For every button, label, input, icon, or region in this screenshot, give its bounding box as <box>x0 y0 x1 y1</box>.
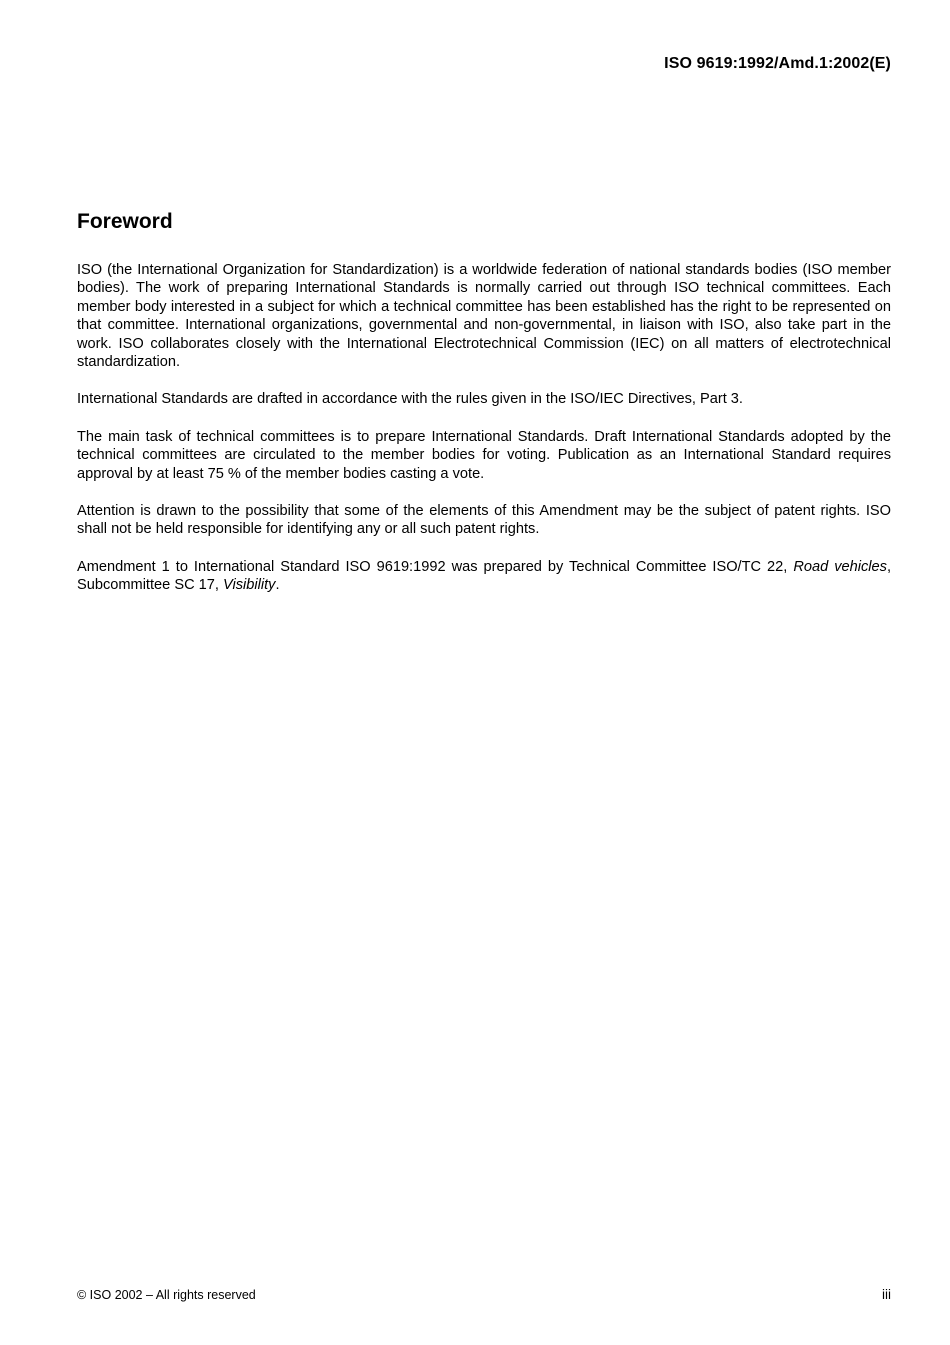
paragraph-committees-task: The main task of technical committees is to prepare International Standards. Draft International Standards adopted by the technical committees are circulated to the member bodies for voting. Publication as an International Standard requires approval by at least 75 % of the member bodies casting a vote. <box>77 428 891 482</box>
page-title: Foreword <box>77 210 173 233</box>
copyright-notice: © ISO 2002 – All rights reserved <box>77 1288 256 1302</box>
paragraph-iso-intro: ISO (the International Organization for Standardization) is a worldwide federation of national standards bodies (ISO member bodies). The work of preparing International Standards is normally carried out through ISO technical committees. Each member body interested in a subject for which a technical committee has been established has the right to be represented on that committee. International organizations, governmental and non-governmental, in liaison with ISO, also take part in the work. ISO collaborates closely with the International Electrotechnical Commission (IEC) on all matters of electrotechnical standardization. <box>77 262 891 371</box>
paragraph-directives: International Standards are drafted in accordance with the rules given in the ISO/IEC Directives, Part 3. <box>77 391 743 408</box>
document-reference: ISO 9619:1992/Amd.1:2002(E) <box>664 55 891 72</box>
amendment-committee-name: Road vehicles <box>793 558 887 575</box>
amendment-subcommittee-name: Visibility <box>223 577 276 594</box>
amendment-text-1: Amendment 1 to International Standard ISO 9619:1992 was prepared by Technical Committee ISO/TC 22, <box>77 558 794 575</box>
page-number: iii <box>882 1287 891 1302</box>
amendment-text-3: . <box>275 577 280 594</box>
paragraph-patent-rights: Attention is drawn to the possibility that some of the elements of this Amendment may be the subject of patent rights. ISO shall not be held responsible for identifying any or all such patent rights. <box>77 503 891 538</box>
paragraph-amendment-info <box>77 558 891 595</box>
amendment-text-2: , Subcommittee SC 17, <box>77 558 892 594</box>
foreword-section <box>77 208 891 614</box>
